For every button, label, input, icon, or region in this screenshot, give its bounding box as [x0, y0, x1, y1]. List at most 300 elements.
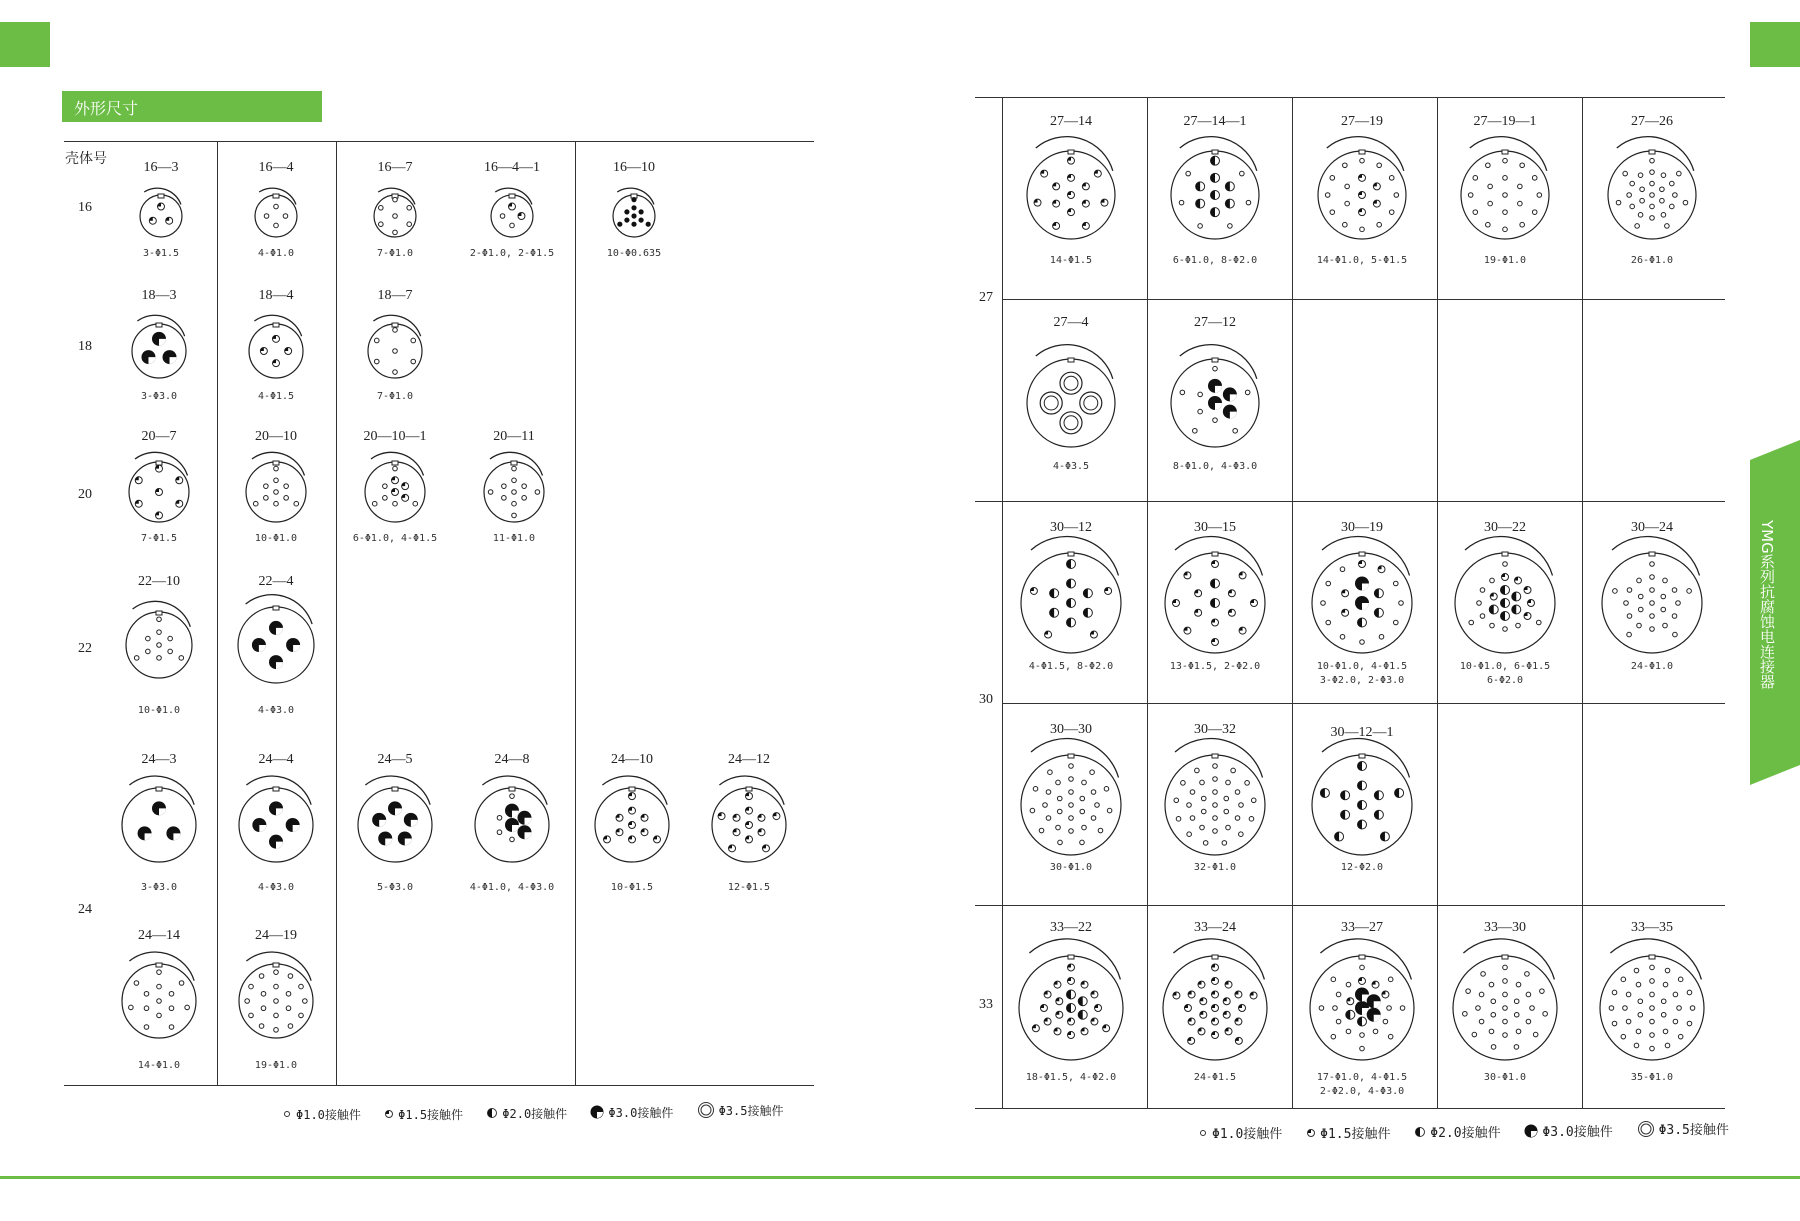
contact-pin	[1524, 587, 1531, 594]
contact-pin	[259, 974, 264, 979]
connector-model-title: 24—8	[494, 752, 530, 767]
contact-pin	[1246, 200, 1251, 205]
connector-model-title: 33—35	[1631, 920, 1673, 935]
contact-pin	[1358, 801, 1367, 810]
contact-spec-label: 10-Φ1.0, 4-Φ1.5 3-Φ2.0, 2-Φ3.0	[1316, 661, 1408, 686]
contact-pin	[1091, 991, 1098, 998]
contact-pin	[1069, 777, 1074, 782]
contact-pin	[1650, 181, 1655, 186]
contact-pin	[146, 636, 151, 641]
contact-pin	[274, 501, 279, 506]
contact-pin	[1331, 977, 1336, 982]
connector-face-diagram	[1011, 745, 1131, 865]
contact-pin	[1358, 618, 1367, 627]
contact-spec-label: 12-Φ2.0	[1340, 862, 1384, 873]
contact-pin	[1638, 1012, 1643, 1017]
contact-pin	[1528, 600, 1535, 607]
contact-pin	[402, 494, 409, 501]
contact-pin	[1048, 770, 1053, 775]
contact-pin	[1201, 796, 1206, 801]
contact-pin	[1613, 589, 1618, 594]
contact-pin	[1512, 605, 1521, 614]
legend-item: Φ1.0接触件	[282, 1106, 361, 1123]
contact-pin	[1223, 1011, 1230, 1018]
contact-pin	[1080, 392, 1102, 414]
contact-pin	[413, 501, 418, 506]
contact-pin	[1623, 1006, 1628, 1011]
contact-pin	[383, 484, 388, 489]
contact-pin	[393, 214, 398, 219]
connector-face-diagram	[1308, 141, 1416, 249]
contact-pin	[629, 836, 636, 843]
contact-pin	[1491, 999, 1496, 1004]
contact-pin	[1526, 1019, 1531, 1024]
connector-model-title: 27—19—1	[1473, 114, 1537, 129]
connector-face-diagram	[119, 452, 199, 532]
contact-pin	[294, 501, 299, 506]
key-notch	[1649, 552, 1655, 556]
contact-pin	[1181, 781, 1186, 786]
contact-spec-label: 18-Φ1.5, 4-Φ2.0	[1025, 1072, 1117, 1083]
contact-spec-label: 14-Φ1.0, 5-Φ1.5	[1316, 255, 1408, 266]
side-tab-text: YMG系列抗腐蚀电连接器	[1758, 520, 1776, 689]
contact-pin	[1225, 1028, 1232, 1035]
contact-spec-label: 8-Φ1.0, 4-Φ3.0	[1172, 461, 1258, 472]
contact-pin	[1213, 777, 1218, 782]
connector-model-title: 16—4—1	[484, 160, 540, 175]
contact-pin	[1095, 1005, 1102, 1012]
key-notch	[273, 606, 279, 610]
contact-pin	[1223, 387, 1237, 401]
contact-pin	[1612, 1021, 1617, 1026]
contact-pin	[383, 496, 388, 501]
contact-pin	[512, 478, 517, 483]
contact-pin	[1526, 992, 1531, 997]
contact-pin	[1663, 982, 1668, 987]
contact-pin	[372, 501, 377, 506]
contact-pin	[157, 970, 162, 975]
connector-face-diagram	[1443, 946, 1567, 1070]
contact-pin	[1082, 183, 1089, 190]
key-notch	[1359, 955, 1365, 959]
contact-pin	[510, 837, 515, 842]
contact-pin	[616, 814, 623, 821]
contact-pin	[1223, 405, 1237, 419]
contact-pin	[1612, 990, 1617, 995]
contact-pin	[758, 814, 765, 821]
contact-pin	[1673, 193, 1678, 198]
connector-model-title: 27—14	[1050, 114, 1092, 129]
contact-spec-label: 7-Φ1.5	[140, 533, 178, 544]
contact-pin	[1616, 200, 1621, 205]
connector-model-title: 16—10	[613, 160, 655, 175]
connector-face-diagram	[116, 602, 202, 688]
contact-pin	[166, 826, 180, 840]
contact-pin	[1543, 1011, 1548, 1016]
connector-model-title: 24—19	[255, 928, 297, 943]
contact-pin	[1069, 816, 1074, 821]
section-title: 外形尺寸	[74, 99, 139, 118]
contact-spec-label: 30-Φ1.0	[1049, 862, 1093, 873]
contact-pin	[1524, 613, 1531, 620]
contact-pin	[1326, 620, 1331, 625]
contact-pin	[1203, 841, 1208, 846]
connector-face-diagram	[1598, 141, 1706, 249]
contact-pin	[1245, 390, 1250, 395]
contact-pin	[1661, 173, 1666, 178]
contact-pin	[1501, 612, 1510, 621]
contact-pin	[758, 829, 765, 836]
contact-pin	[1624, 601, 1629, 606]
contact-pin	[264, 484, 269, 489]
contact-pin	[1473, 176, 1478, 181]
contact-pin	[1050, 608, 1059, 617]
contact-pin	[1067, 990, 1076, 999]
contact-pin	[638, 217, 643, 222]
contact-pin	[1355, 1001, 1369, 1015]
contact-pin	[261, 991, 266, 996]
contact-pin	[631, 213, 636, 218]
contact-pin	[261, 1006, 266, 1011]
key-notch	[1649, 955, 1655, 959]
key-notch	[392, 787, 398, 791]
connector-face-diagram	[364, 185, 426, 247]
contact-pin	[393, 466, 398, 471]
corner-block-left	[0, 22, 50, 67]
contact-pin	[1638, 213, 1643, 218]
contact-pin	[1503, 992, 1508, 997]
contact-pin	[264, 214, 269, 219]
contact-pin	[1208, 396, 1222, 410]
contact-pin	[374, 359, 379, 364]
contact-pin	[733, 814, 740, 821]
connector-model-title: 30—19	[1341, 520, 1383, 535]
contact-pin	[1046, 790, 1051, 795]
contact-pin	[1650, 1033, 1655, 1038]
key-notch	[156, 323, 162, 327]
contact-pin	[1212, 1005, 1219, 1012]
contact-pin	[378, 831, 392, 845]
contact-spec-label: 4-Φ1.0, 4-Φ3.0	[469, 882, 555, 893]
contact-pin	[1069, 803, 1074, 808]
connector-model-title: 20—11	[493, 429, 535, 444]
contact-pin	[1342, 609, 1349, 616]
key-notch	[509, 194, 515, 198]
key-notch	[1502, 955, 1508, 959]
contact-pin	[505, 804, 519, 818]
contact-pin	[1032, 1025, 1039, 1032]
contact-pin	[1211, 191, 1220, 200]
contact-pin	[1200, 780, 1205, 785]
contact-pin	[1091, 816, 1096, 821]
contact-pin	[1222, 841, 1227, 846]
contact-pin	[1060, 372, 1082, 394]
contact-pin	[286, 1006, 291, 1011]
contact-pin	[1340, 634, 1345, 639]
contact-pin	[1211, 208, 1220, 217]
contact-spec-label: 7-Φ1.0	[376, 391, 414, 402]
connector-face-diagram	[112, 778, 206, 872]
contact-pin	[299, 984, 304, 989]
right-col-divider-1	[1147, 97, 1148, 1108]
contact-pin	[134, 981, 139, 986]
contact-pin	[269, 801, 283, 815]
contact-pin	[718, 813, 725, 820]
contact-pin	[1373, 1029, 1378, 1034]
contact-pin	[505, 818, 519, 832]
contact-pin	[156, 512, 163, 519]
connector-face-diagram	[229, 954, 323, 1048]
contact-spec-label: 6-Φ1.0, 4-Φ1.5	[352, 533, 438, 544]
connector-face-diagram	[474, 452, 554, 532]
contact-pin	[1212, 1018, 1219, 1025]
contact-pin	[1530, 1006, 1535, 1011]
contact-pin	[176, 477, 183, 484]
contact-pin	[1213, 803, 1218, 808]
key-notch	[1359, 552, 1365, 556]
contact-pin	[604, 836, 611, 843]
contact-pin	[1239, 803, 1244, 808]
connector-face-diagram	[112, 954, 206, 1048]
contact-pin	[393, 501, 398, 506]
connector-model-title: 18—3	[141, 288, 177, 303]
contact-pin	[502, 496, 507, 501]
contact-pin	[1636, 982, 1641, 987]
connector-model-title: 16—4	[258, 160, 294, 175]
contact-pin	[1082, 825, 1087, 830]
connector-face-diagram	[1592, 543, 1712, 663]
contact-spec-label: 13-Φ1.5, 2-Φ2.0	[1169, 661, 1261, 672]
contact-pin	[1672, 588, 1677, 593]
contact-pin	[1176, 817, 1181, 822]
contact-spec-label: 17-Φ1.0, 4-Φ1.5 2-Φ2.0, 4-Φ3.0	[1316, 1072, 1408, 1097]
contact-pin	[1630, 204, 1635, 209]
connector-face-diagram	[130, 185, 192, 247]
contact-pin	[1225, 199, 1234, 208]
contact-pin	[1514, 1045, 1519, 1050]
contact-pin	[509, 203, 516, 210]
contact-pin	[1091, 790, 1096, 795]
contact-spec-label: 3-Φ3.0	[140, 391, 178, 402]
key-notch	[392, 461, 398, 465]
contact-pin	[518, 213, 525, 220]
contact-pin	[129, 1005, 134, 1010]
contact-pin	[253, 501, 258, 506]
legend-item: Φ3.5接触件	[697, 1101, 784, 1119]
contact-pin	[1525, 972, 1530, 977]
contact-spec-label: 32-Φ1.0	[1193, 862, 1237, 873]
contact-pin	[1211, 599, 1220, 608]
contact-pin	[134, 656, 139, 661]
contact-pin	[1360, 1033, 1365, 1038]
contact-pin	[1480, 588, 1485, 593]
contact-pin	[284, 496, 289, 501]
contact-pin	[274, 984, 279, 989]
contact-pin	[1078, 1010, 1087, 1019]
connector-model-title: 27—14—1	[1183, 114, 1247, 129]
contact-pin	[1367, 994, 1381, 1008]
left-shell-22: 22	[78, 641, 92, 656]
contact-pin	[1056, 998, 1063, 1005]
contact-pin	[179, 981, 184, 986]
contact-pin	[274, 1013, 279, 1018]
contact-pin	[1044, 1018, 1051, 1025]
contact-pin	[1661, 607, 1666, 612]
contact-pin	[1502, 574, 1509, 581]
contact-pin	[1033, 786, 1038, 791]
key-notch	[273, 323, 279, 327]
contact-pin	[617, 222, 622, 227]
right-row-divider-1	[1002, 299, 1725, 300]
contact-pin	[1387, 1006, 1392, 1011]
right-row-divider-4	[975, 905, 1725, 906]
contact-pin	[411, 338, 416, 343]
contact-pin	[1359, 977, 1366, 984]
connector-face-diagram	[1011, 543, 1131, 663]
contact-pin	[393, 370, 398, 375]
contact-pin	[1250, 992, 1257, 999]
contact-pin	[1637, 578, 1642, 583]
key-notch	[273, 963, 279, 967]
connector-face-diagram	[1302, 745, 1422, 865]
contact-pin	[1173, 992, 1180, 999]
connector-model-title: 30—22	[1484, 520, 1526, 535]
left-shell-16: 16	[78, 200, 92, 215]
contact-pin	[274, 223, 279, 228]
connector-face-diagram	[239, 314, 313, 388]
contact-spec-label: 30-Φ1.0	[1483, 1072, 1527, 1083]
left-col-divider-3	[575, 141, 576, 1085]
contact-pin	[1466, 989, 1471, 994]
contact-pin	[1621, 977, 1626, 982]
contact-pin	[1056, 825, 1061, 830]
contact-pin	[638, 209, 643, 214]
contact-pin	[149, 217, 156, 224]
contact-pin	[1068, 964, 1075, 971]
contact-spec-label: 4-Φ1.5, 8-Φ2.0	[1028, 661, 1114, 672]
contact-pin	[388, 801, 402, 815]
contact-pin	[1056, 780, 1061, 785]
contact-pin	[1670, 204, 1675, 209]
contact-pin	[1045, 631, 1052, 638]
contact-pin	[1650, 627, 1655, 632]
contact-spec-label: 7-Φ1.0	[376, 248, 414, 259]
left-shell-20: 20	[78, 487, 92, 502]
contact-pin	[245, 999, 250, 1004]
key-notch	[156, 963, 162, 967]
contact-pin	[1043, 803, 1048, 808]
contact-pin	[1468, 193, 1473, 198]
legend-item: Φ2.0接触件	[1414, 1122, 1500, 1141]
contact-pin	[1184, 1005, 1191, 1012]
key-notch	[156, 611, 162, 615]
key-notch	[1068, 358, 1074, 362]
contact-pin	[1661, 213, 1666, 218]
connector-face-diagram	[229, 778, 323, 872]
contact-pin	[1068, 174, 1075, 181]
contact-pin	[1196, 182, 1205, 191]
connector-face-diagram	[1161, 141, 1269, 249]
contact-pin	[1080, 809, 1085, 814]
contact-pin	[1540, 989, 1545, 994]
contact-pin	[283, 214, 288, 219]
contact-pin	[1069, 764, 1074, 769]
contact-pin	[249, 984, 254, 989]
contact-pin	[1212, 977, 1219, 984]
corner-block-right	[1750, 22, 1800, 67]
contact-pin	[1211, 579, 1220, 588]
connector-face-diagram	[1590, 946, 1714, 1070]
contact-pin	[157, 656, 162, 661]
contact-pin	[274, 466, 279, 471]
contact-pin	[1358, 1017, 1367, 1026]
contact-pin	[1687, 990, 1692, 995]
contact-pin	[1676, 601, 1681, 606]
contact-pin	[1057, 809, 1062, 814]
contact-pin	[146, 649, 151, 654]
contact-pin	[1673, 632, 1678, 637]
contact-pin	[1046, 816, 1051, 821]
connector-face-diagram	[1017, 349, 1125, 457]
contact-pin	[1094, 170, 1101, 177]
contact-pin	[1503, 979, 1508, 984]
contact-pin	[733, 829, 740, 836]
contact-pin	[1489, 1029, 1494, 1034]
contact-pin	[1503, 158, 1508, 163]
contact-pin	[1389, 176, 1394, 181]
connector-shell-circle	[491, 195, 533, 237]
contact-pin	[1660, 187, 1665, 192]
contact-spec-label: 14-Φ1.5	[1049, 255, 1093, 266]
contact-pin	[1068, 977, 1075, 984]
contact-pin	[157, 1013, 162, 1018]
contact-pin	[1198, 224, 1203, 229]
contact-pin	[497, 815, 502, 820]
contact-pin	[1228, 224, 1233, 229]
contact-pin	[1040, 1005, 1047, 1012]
contact-pin	[157, 999, 162, 1004]
contact-pin	[1228, 590, 1235, 597]
contact-pin	[1388, 1034, 1393, 1039]
connector-face-diagram	[245, 185, 307, 247]
right-legend	[1198, 1119, 1745, 1142]
contact-pin	[1239, 627, 1246, 634]
contact-pin	[1187, 832, 1192, 837]
contact-pin	[517, 825, 531, 839]
contact-pin	[1503, 210, 1508, 215]
contact-pin	[1650, 992, 1655, 997]
contact-pin	[1377, 222, 1382, 227]
contact-pin	[1661, 594, 1666, 599]
contact-pin	[631, 197, 636, 202]
contact-spec-label: 26-Φ1.0	[1630, 255, 1674, 266]
connector-shell-circle	[140, 195, 182, 237]
right-table-top	[975, 97, 1725, 98]
contact-pin	[1330, 176, 1335, 181]
contact-pin	[393, 230, 398, 235]
contact-pin	[1640, 187, 1645, 192]
contact-pin	[379, 206, 384, 211]
contact-pin	[138, 826, 152, 840]
contact-pin	[1520, 222, 1525, 227]
connector-face-diagram	[122, 314, 196, 388]
contact-pin	[1488, 184, 1493, 189]
contact-pin	[1360, 640, 1365, 645]
contact-pin	[1532, 210, 1537, 215]
contact-pin	[1518, 184, 1523, 189]
contact-pin	[1212, 964, 1219, 971]
contact-pin	[1034, 199, 1041, 206]
